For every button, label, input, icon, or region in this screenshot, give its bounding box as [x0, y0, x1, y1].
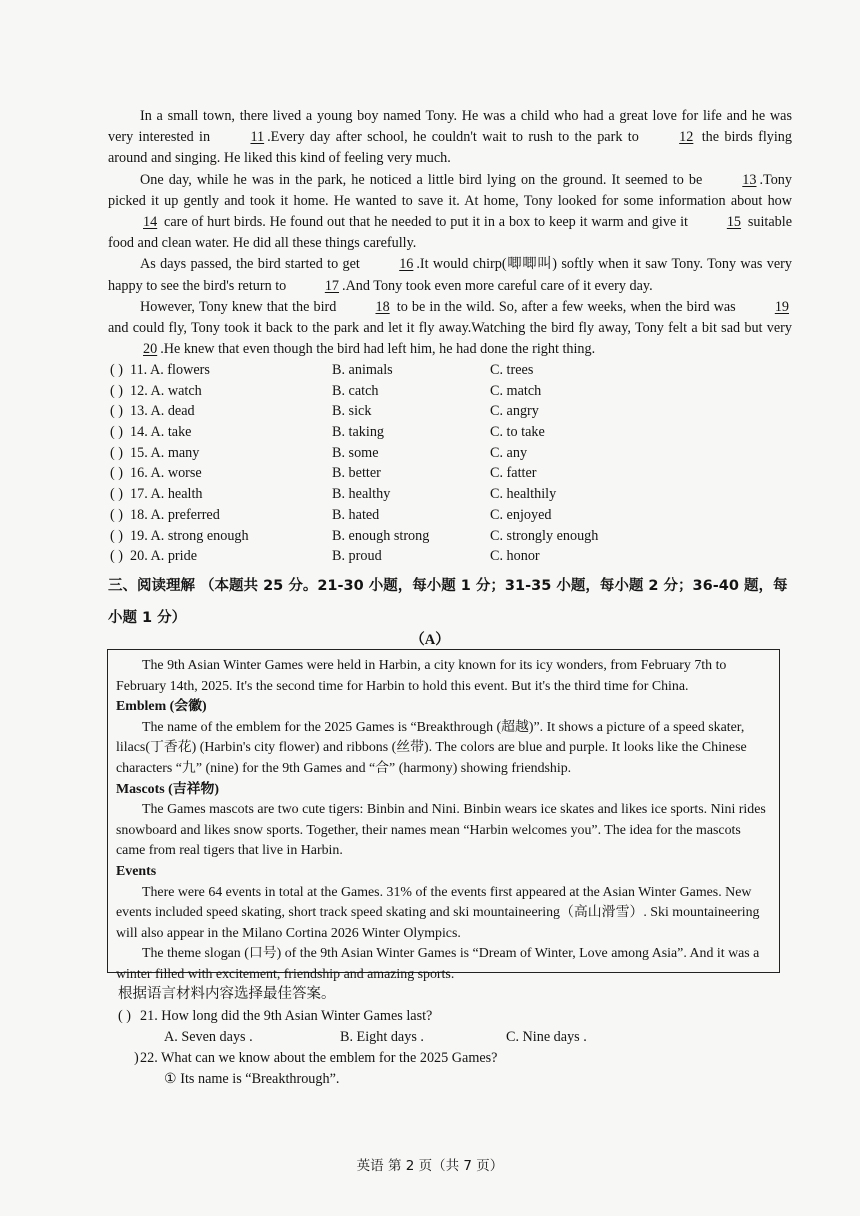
option-b: B. taking: [332, 424, 385, 441]
option-b: B. catch: [332, 382, 379, 399]
events-text: There were 64 events in total at the Games. 31% of the events first appeared at the Asian Winter Games. New events included speed skating, short track speed skating and ski mountaineering（高山滑雪）. Ski mountaineering will also appear in the Milano Cortina 2026 Winter Olympics.: [116, 884, 760, 941]
option-b: B. animals: [332, 362, 393, 378]
answer-blank[interactable]: ( ): [110, 382, 123, 399]
cloze-paragraph-4: [108, 297, 792, 361]
option-c: C. trees: [490, 362, 534, 378]
option-a: 20. A. pride: [130, 548, 197, 565]
question-21: [118, 1006, 778, 1027]
option-c: C. match: [490, 382, 542, 399]
statement-1: ① Its name is “Breakthrough”.: [164, 1071, 340, 1087]
option-a: 11. A. flowers: [130, 362, 210, 378]
questions: [118, 1006, 778, 1090]
mascots-heading: Mascots (吉祥物): [116, 781, 219, 797]
option-a: 18. A. preferred: [130, 506, 220, 523]
blank-18: 18: [375, 298, 390, 315]
answer-blank[interactable]: ( ): [110, 548, 123, 565]
option-c: C. enjoyed: [490, 506, 552, 523]
option-a: 19. A. strong enough: [130, 527, 249, 544]
slogan-text: The theme slogan (口号) of the 9th Asian Winter Games is “Dream of Winter, Love among Asia”. And it was a winter filled with excitement, friendship and amazing sports.: [116, 946, 760, 982]
blank-20: 20: [143, 341, 158, 358]
blank-15: 15: [726, 214, 742, 231]
cloze-paragraph-2: [108, 170, 792, 255]
answer-blank[interactable]: ( ): [110, 506, 123, 523]
emblem-text: The name of the emblem for the 2025 Games is “Breakthrough (超越)”. It shows a picture of a speed skater, lilacs(丁香花) (Harbin's city flower) and ribbons (丝带). The colors are blue and purple. It looks like the Chinese characters “九” (nine) for the 9th Games and “合” (harmony) showing friendship.: [116, 719, 747, 776]
option-row: [108, 401, 668, 422]
passage-text: .Every day after school, he couldn't wait to rush to the park to: [267, 129, 645, 146]
option-c: C. healthily: [490, 486, 557, 503]
section-heading: 三、阅读理解 （本题共 25 分。21-30 小题，每小题 1 分；31-35 小题，每小题 2 分；36-40 题，每小题 1 分）: [108, 578, 788, 626]
option-a: 16. A. worse: [130, 465, 202, 482]
answer-blank[interactable]: ( ): [110, 362, 123, 378]
option-c: C. angry: [490, 403, 539, 420]
passage-text: .He knew that even though the bird had left him, he had done the right thing.: [160, 341, 596, 358]
option-b: B. healthy: [332, 486, 391, 503]
blank-17: 17: [324, 277, 340, 294]
passage-text: In a small town, there lived a young boy named Tony. He was a child who had a great love for life and he was very interested in: [108, 108, 792, 146]
cloze-options: [108, 360, 668, 567]
answer-blank[interactable]: ( ): [118, 1008, 131, 1024]
answer-blank[interactable]: ): [134, 1050, 139, 1066]
cloze-paragraph-1: [108, 106, 792, 170]
cloze-passage: [108, 106, 792, 360]
option-a: A. Seven days .: [164, 1029, 253, 1045]
passage-text: .It would chirp(唧唧叫) softly when it saw Tony. Tony was very happy to see the bird's return to: [108, 256, 792, 294]
passage-text: suitable food and clean water. He did all these things carefully.: [108, 214, 792, 252]
option-b: B. better: [332, 465, 381, 482]
option-a: 15. A. many: [130, 444, 200, 461]
passage-text: However, Tony knew that the bird: [140, 298, 341, 315]
passage-text: .And Tony took even more careful care of it every day.: [342, 277, 653, 294]
option-c: C. strongly enough: [490, 527, 599, 544]
option-row: [108, 484, 668, 505]
blank-13: 13: [742, 171, 757, 188]
reading-intro: The 9th Asian Winter Games were held in Harbin, a city known for its icy wonders, from February 7th to February 14th, 2025. It's the second time for Harbin to hold this event. But it's the third time for China.: [116, 658, 727, 694]
option-row: [108, 505, 668, 526]
passage-text: .Tony picked it up gently and took it home. He wanted to save it. At home, Tony looked for some information about how: [108, 171, 792, 209]
option-c: C. fatter: [490, 465, 537, 482]
question-22: [118, 1048, 778, 1069]
option-row: [108, 443, 668, 464]
passage-text: and could fly, Tony took it back to the park and let it fly away.Watching the bird fly away, Tony felt a bit sad but very: [108, 320, 792, 337]
option-row: [108, 422, 668, 443]
blank-16: 16: [399, 256, 414, 273]
option-a: 14. A. take: [130, 424, 192, 441]
option-b: B. some: [332, 444, 379, 461]
option-b: B. hated: [332, 506, 380, 523]
passage-text: care of hurt birds. He found out that he needed to put it in a box to keep it warm and give it: [160, 214, 692, 231]
blank-11: 11: [250, 129, 265, 146]
option-row: [108, 546, 668, 567]
answer-blank[interactable]: ( ): [110, 527, 123, 544]
reading-passage-box: [107, 649, 780, 982]
option-c: C. any: [490, 444, 528, 461]
answer-blank[interactable]: ( ): [110, 465, 123, 482]
blank-12: 12: [679, 129, 694, 146]
option-row: [108, 360, 668, 381]
question-22-item: [118, 1069, 778, 1090]
option-row: [108, 463, 668, 484]
instruction: 根据语言材料内容选择最佳答案。: [118, 986, 336, 1002]
option-c: C. Nine days .: [506, 1029, 587, 1045]
option-a: 17. A. health: [130, 486, 203, 503]
option-c: C. to take: [490, 424, 545, 441]
option-a: 12. A. watch: [130, 382, 202, 399]
cloze-paragraph-3: [108, 254, 792, 296]
mascots-text: The Games mascots are two cute tigers: Binbin and Nini. Binbin wears ice skates and likes ice sports. Nini rides snowboard and likes snow sports. Together, their names mean “Harbin welcomes you”. The idea for the mascots came from real tigers that live in Harbin.: [116, 802, 766, 859]
answer-blank[interactable]: ( ): [110, 444, 123, 461]
question-21-options: [118, 1027, 778, 1048]
answer-blank[interactable]: ( ): [110, 424, 123, 441]
option-b: B. enough strong: [332, 527, 430, 544]
passage-text: As days passed, the bird started to get: [140, 256, 365, 273]
option-c: C. honor: [490, 548, 540, 565]
blank-19: 19: [774, 298, 789, 315]
events-heading: Events: [116, 863, 157, 879]
question-stem: 21. How long did the 9th Asian Winter Games last?: [140, 1008, 433, 1024]
blank-14: 14: [143, 214, 158, 231]
passage-text: the birds flying around and singing. He liked this kind of feeling very much.: [108, 129, 792, 167]
option-b: B. proud: [332, 548, 382, 565]
option-b: B. Eight days .: [340, 1029, 424, 1045]
part-label: （A）: [410, 632, 450, 648]
question-stem: 22. What can we know about the emblem for the 2025 Games?: [140, 1050, 498, 1066]
answer-blank[interactable]: ( ): [110, 486, 123, 503]
answer-blank[interactable]: ( ): [110, 403, 123, 420]
emblem-heading: Emblem (会徽): [116, 699, 207, 715]
passage-text: to be in the wild. So, after a few weeks, when the bird was: [392, 298, 740, 315]
option-a: 13. A. dead: [130, 403, 195, 420]
option-b: B. sick: [332, 403, 372, 420]
option-row: [108, 381, 668, 402]
passage-text: One day, while he was in the park, he noticed a little bird lying on the ground. It seemed to be: [140, 171, 708, 188]
page-footer: 英语 第 2 页（共 7 页）: [356, 1158, 504, 1174]
option-row: [108, 526, 668, 547]
